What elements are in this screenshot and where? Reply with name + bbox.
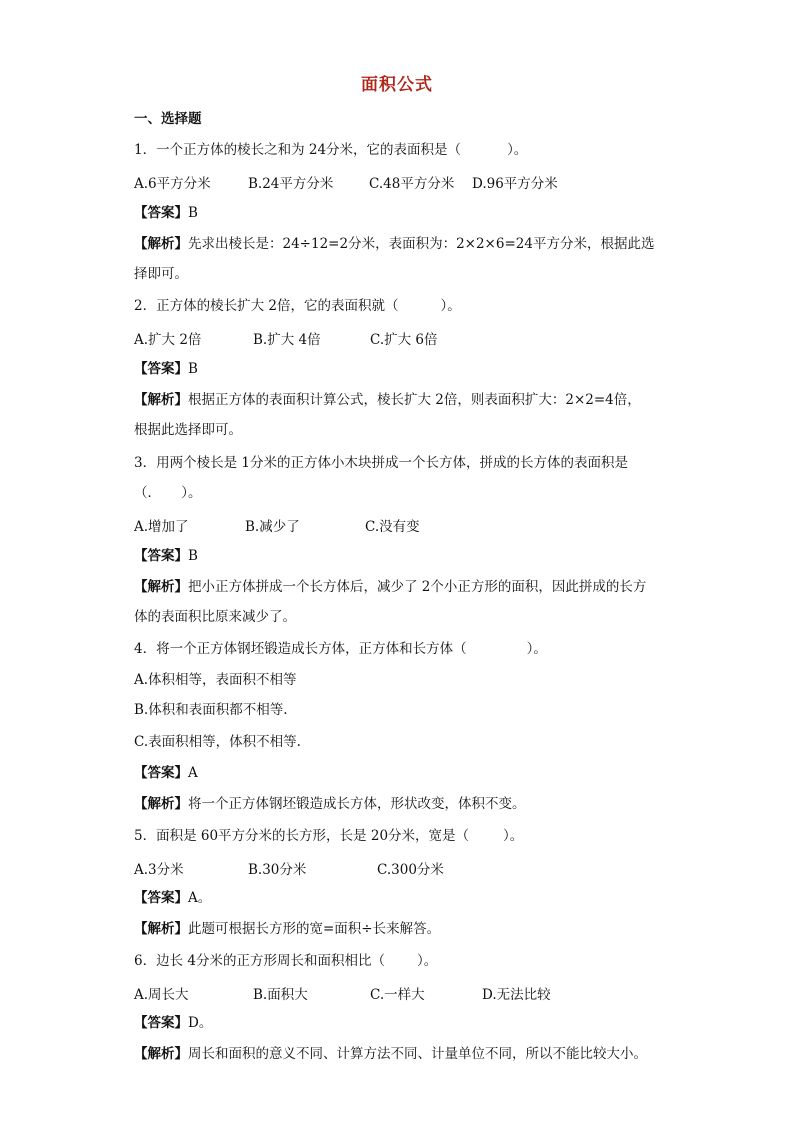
question-6-answer-value: D。 [188, 1015, 213, 1031]
question-5-answer [134, 888, 211, 908]
question-2-analysis-text: 根据正方体的表面积计算公式，棱长扩大 2倍，则表面积扩大：2×2=4倍， [188, 392, 641, 408]
question-2-answer-value: B [188, 361, 198, 377]
question-1-analysis-cont: 择即可。 [134, 266, 188, 282]
question-3-option-a: A.增加了 [134, 519, 189, 535]
question-5-option-b: B.30分米 [248, 862, 307, 878]
question-4-answer [134, 763, 198, 783]
question-3-answer [134, 546, 198, 566]
question-3-stem-cont: （． ）。 [134, 485, 202, 501]
question-6-analysis [134, 1044, 647, 1064]
question-4-option-c: C.表面积相等，体积不相等. [134, 734, 301, 750]
question-1-stem-text: 1．一个正方体的棱长之和为 24分米，它的表面积是（ [134, 142, 462, 158]
question-1-answer-value: B [188, 205, 198, 221]
question-4-analysis [134, 794, 526, 814]
question-4-stem-end: ）。 [526, 641, 547, 657]
question-6-option-c: C.一样大 [370, 987, 425, 1003]
question-5-option-a: A.3分米 [134, 862, 184, 878]
question-5-option-c: C.300分米 [377, 862, 444, 878]
question-4-answer-value: A [188, 765, 198, 781]
question-2-answer [134, 359, 198, 379]
analysis-label: 【解析】 [134, 392, 188, 408]
question-2-analysis-cont: 根据此选择即可。 [134, 422, 242, 438]
question-2-option-a: A.扩大 2倍 [134, 332, 202, 348]
question-5-stem-end: ）。 [503, 828, 524, 844]
question-3-analysis-text: 把小正方体拼成一个长方体后，减少了 2个小正方形的面积，因此拼成的长方 [188, 579, 647, 595]
question-3-option-b: B.减少了 [245, 519, 300, 535]
analysis-label: 【解析】 [134, 796, 188, 812]
answer-label: 【答案】 [134, 1015, 188, 1031]
question-4-analysis-text: 将一个正方体钢坯锻造成长方体，形状改变，体积不变。 [188, 796, 526, 812]
answer-label: 【答案】 [134, 548, 188, 564]
question-4-stem-text: 4．将一个正方体钢坯锻造成长方体，正方体和长方体（ [134, 641, 467, 657]
analysis-label: 【解析】 [134, 921, 188, 937]
answer-label: 【答案】 [134, 205, 188, 221]
question-2-option-b: B.扩大 4倍 [253, 332, 321, 348]
question-2-stem-text: 2．正方体的棱长扩大 2倍，它的表面积就（ [134, 298, 399, 314]
question-5-stem-text: 5．面积是 60平方分米的长方形，长是 20分米，宽是（ [134, 828, 470, 844]
question-1-stem [134, 140, 527, 160]
question-1-answer [134, 203, 198, 223]
question-2-stem [134, 296, 461, 316]
analysis-label: 【解析】 [134, 579, 188, 595]
question-1-stem-end: ）。 [507, 142, 528, 158]
analysis-label: 【解析】 [134, 236, 188, 252]
question-6-stem-text: 6．边长 4分米的正方形周长和面积相比（ [134, 953, 385, 969]
question-3-stem: 3．用两个棱长是 1分米的正方体小木块拼成一个长方体，拼成的长方体的表面积是 [134, 455, 628, 471]
question-5-analysis [134, 919, 440, 939]
question-6-answer [134, 1013, 212, 1033]
question-6-option-d: D.无法比较 [482, 987, 551, 1003]
question-3-analysis [134, 577, 646, 597]
question-6-option-b: B.面积大 [253, 987, 308, 1003]
answer-label: 【答案】 [134, 890, 188, 906]
question-1-analysis-text: 先求出棱长是：24÷12=2分米，表面积为：2×2×6=24平方分米，根据此选 [188, 236, 655, 252]
answer-label: 【答案】 [134, 361, 188, 377]
question-5-stem [134, 826, 523, 846]
question-4-option-a: A.体积相等，表面积不相等 [134, 672, 297, 688]
analysis-label: 【解析】 [134, 1046, 188, 1062]
question-1-analysis [134, 234, 654, 254]
page-title: 面积公式 [361, 75, 433, 95]
question-3-analysis-cont: 体的表面积比原来减少了。 [134, 609, 296, 625]
question-3-option-c: C.没有变 [365, 519, 420, 535]
question-2-analysis [134, 390, 641, 410]
question-4-stem [134, 639, 547, 659]
answer-label: 【答案】 [134, 765, 188, 781]
section-heading: 一、选择题 [134, 111, 202, 127]
question-2-stem-end: ）。 [440, 298, 461, 314]
question-6-option-a: A.周长大 [134, 987, 189, 1003]
question-1-option-b: B.24平方分米 [248, 176, 334, 192]
question-6-stem [134, 951, 437, 971]
question-5-analysis-text: 此题可根据长方形的宽=面积÷长来解答。 [188, 921, 441, 937]
question-3-answer-value: B [188, 548, 198, 564]
question-1-option-d: D.96平方分米 [472, 176, 558, 192]
question-5-answer-value: A。 [188, 890, 212, 906]
question-1-option-c: C.48平方分米 [369, 176, 455, 192]
question-6-stem-end: ）。 [416, 953, 438, 969]
question-4-option-b: B.体积和表面积都不相等. [134, 702, 288, 718]
question-2-option-c: C.扩大 6倍 [370, 332, 438, 348]
question-6-analysis-text: 周长和面积的意义不同、计算方法不同、计量单位不同，所以不能比较大小。 [188, 1046, 647, 1062]
question-1-option-a: A.6平方分米 [134, 176, 211, 192]
